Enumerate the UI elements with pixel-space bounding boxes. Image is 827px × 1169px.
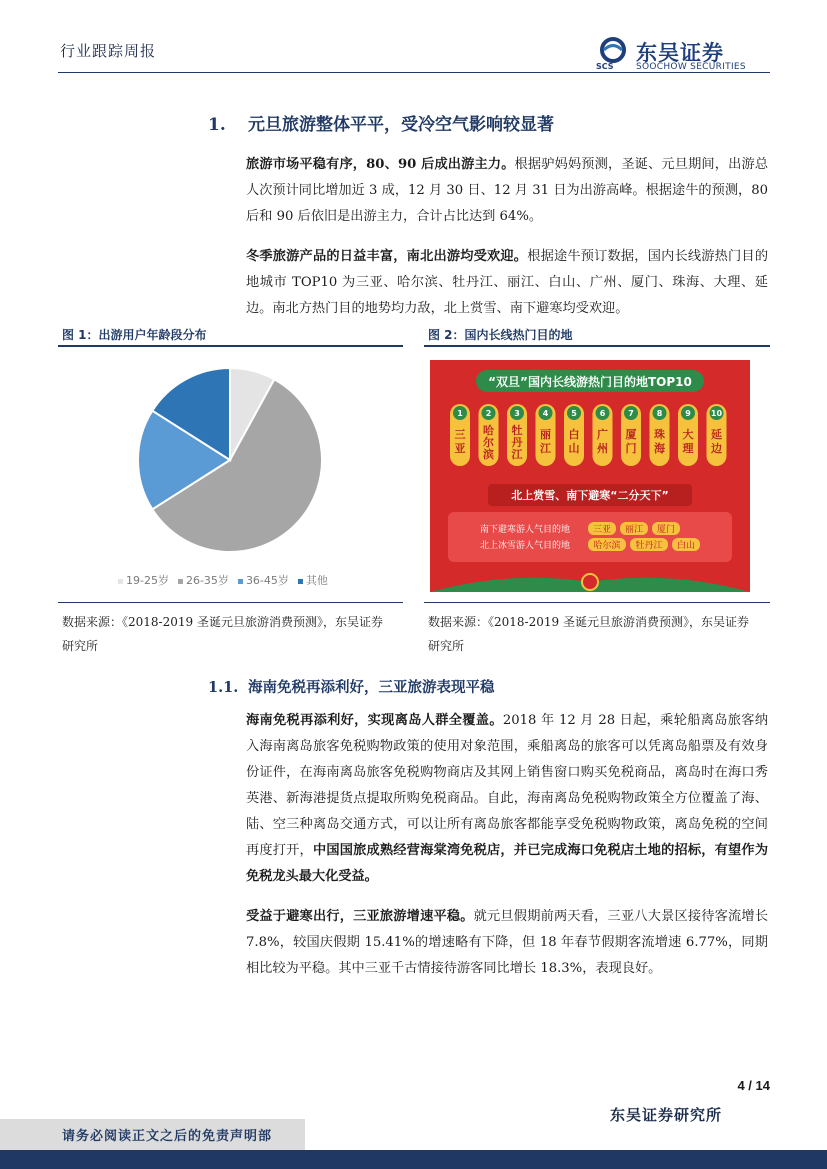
banner-title: “双旦”国内长线游热门目的地TOP10 [488, 375, 692, 389]
city-rank: 5 [571, 409, 577, 418]
city-rank: 7 [628, 409, 634, 418]
legend-swatch [238, 579, 243, 584]
city-card [650, 404, 670, 466]
north-tag-text: 白山 [676, 541, 696, 551]
legend-swatch [178, 579, 183, 584]
city-rank: 8 [656, 409, 663, 418]
footer-bar [0, 1150, 827, 1169]
paragraph-hainan-dutyfree [246, 708, 768, 890]
slogan-text: 北上赏雪、南下避寒“二分天下” [511, 489, 669, 502]
city-card [450, 404, 470, 466]
city-name: 广州 [597, 428, 608, 455]
city-card [707, 404, 727, 466]
figure-1-bottom-rule [58, 602, 403, 603]
para-lead: 旅游市场平稳有序，80、90 后成出游主力。 [246, 157, 515, 172]
para-lead: 海南免税再添利好，实现离岛人群全覆盖。 [246, 713, 503, 728]
city-name: 哈尔滨 [483, 424, 494, 461]
disclaimer-note: 请务必阅读正文之后的免责声明部 [62, 1129, 273, 1144]
figure-1-source: 数据来源：《2018-2019 圣诞元旦旅游消费预测》，东吴证券研究所 [62, 615, 383, 653]
para-lead: 受益于避寒出行，三亚旅游增速平稳。 [246, 909, 474, 924]
section-title: 元旦旅游整体平平，受冷空气影响较显著 [248, 115, 554, 135]
city-card [564, 404, 584, 466]
page-number: 4 / 14 [737, 1078, 770, 1093]
company-logo [596, 37, 776, 73]
figure-1-title: 图 1：出游用户年龄段分布 [62, 328, 207, 342]
city-name: 白山 [568, 428, 580, 455]
city-rank: 10 [710, 409, 723, 418]
city-card [593, 404, 613, 466]
south-label: 南下避寒游人气目的地 [480, 525, 571, 535]
section-1-1-heading [208, 676, 495, 697]
city-rank: 2 [485, 409, 492, 418]
logo-name-cn: 东吴证券 [636, 41, 724, 65]
legend-item [178, 574, 229, 587]
south-tag-text: 厦门 [656, 525, 676, 535]
legend-label: 19-25岁 [126, 574, 169, 587]
legend-swatch [118, 579, 123, 584]
city-rank: 6 [599, 409, 606, 418]
logo-name-en: SOOCHOW SECURITIES [636, 62, 746, 72]
para-body: 就元旦假期前两天看，三亚八大景区接待客流增长 7.8%，较国庆假期 15.41%的增速略有下降，但 18 年春节假期客流增速 6.77%，同期相比较为平稳。其中三亚千古情接待游客同比增长 18.3%，表现良好。 [246, 909, 769, 976]
city-name: 丽江 [540, 428, 551, 455]
decor-ornament-icon [582, 574, 598, 590]
pie-legend [118, 572, 337, 588]
paragraph-winter-products [246, 244, 768, 322]
figure-2-top-rule [424, 345, 770, 347]
para-body: 2018 年 12 月 28 日起，乘轮船离岛旅客纳入海南离岛旅客免税购物政策的使用对象范围，乘船离岛的旅客可以凭离岛船票及有效身份证件，在海南离岛旅客免税购物商店及其网上销售窗口购买免税商品，离岛时在海口秀英港、新海港提货点提取所购免税商品。自此，海南离岛免税购物政策全方位覆盖了海、陆、空三种离岛交通方式，可以让所有离岛旅客都能享受免税购物政策，离岛免税的空间再度打开， [246, 713, 769, 858]
paragraph-sanya-tourism [246, 904, 768, 982]
legend-label: 26-35岁 [185, 574, 229, 587]
section-1-heading [208, 110, 554, 135]
legend-item [298, 574, 328, 587]
city-rank: 1 [457, 409, 463, 418]
legend-label: 36-45岁 [245, 574, 289, 587]
section-title: 海南免税再添利好，三亚旅游表现平稳 [248, 679, 495, 696]
logo-abbr: SCS [596, 62, 614, 71]
para-body: 根据途牛预订数据，国内长线游热门目的地城市 TOP10 为三亚、哈尔滨、牡丹江、丽江、白山、广州、厦门、珠海、大理、延边。南北方热门目的地势均力敌，北上赏雪、南下避寒均受欢迎。 [246, 249, 769, 316]
figure-1-top-rule [58, 345, 403, 347]
section-number: 1. [208, 115, 226, 135]
city-name: 三亚 [454, 428, 466, 455]
city-rank: 4 [542, 409, 549, 418]
legend-swatch [298, 579, 303, 584]
north-label: 北上冰雪游人气目的地 [480, 541, 571, 551]
city-name: 大理 [682, 428, 694, 455]
south-tag-text: 丽江 [624, 525, 644, 535]
figure-2-source: 数据来源：《2018-2019 圣诞元旦旅游消费预测》，东吴证券研究所 [428, 615, 749, 653]
city-name: 牡丹江 [511, 424, 523, 461]
legend-label: 其他 [305, 574, 328, 587]
city-card [678, 404, 698, 466]
north-tag-text: 牡丹江 [635, 541, 663, 551]
para-body: 根据驴妈妈预测，圣诞、元旦期间，出游总人次预计同比增加近 3 成，12 月 30 日、12 月 31 日为出游高峰。根据途牛的预测，80 后和 90 后依旧是出游主力，合计占比达到 64%。 [246, 157, 769, 224]
city-rank: 3 [514, 409, 520, 418]
city-name: 厦门 [625, 428, 637, 455]
top10-destinations-infographic [430, 360, 750, 592]
north-tag-text: 哈尔滨 [593, 541, 621, 551]
city-name: 延边 [711, 428, 722, 455]
city-name: 珠海 [654, 428, 665, 455]
header-divider [58, 72, 770, 73]
para-lead: 冬季旅游产品的日益丰富，南北出游均受欢迎。 [246, 249, 528, 264]
city-rank: 9 [685, 409, 691, 418]
figure-2-bottom-rule [424, 602, 770, 603]
city-card [507, 404, 527, 466]
city-card [621, 404, 641, 466]
section-number: 1.1. [208, 679, 239, 696]
destination-card [448, 512, 732, 562]
city-card [536, 404, 556, 466]
para-highlight: 中国国旅成熟经营海棠湾免税店，并已完成海口免税店土地的招标，有望作为免税龙头最大化受益。 [246, 843, 769, 884]
legend-item [118, 574, 169, 587]
age-distribution-pie-chart [100, 355, 360, 565]
south-tag-text: 三亚 [592, 525, 612, 535]
figure-2-title: 图 2：国内长线热门目的地 [428, 328, 573, 342]
legend-item [238, 574, 289, 587]
footer-organization: 东吴证券研究所 [610, 1106, 723, 1124]
city-card [479, 404, 499, 466]
report-category: 行业跟踪周报 [60, 42, 157, 60]
paragraph-travel-market [246, 152, 768, 230]
